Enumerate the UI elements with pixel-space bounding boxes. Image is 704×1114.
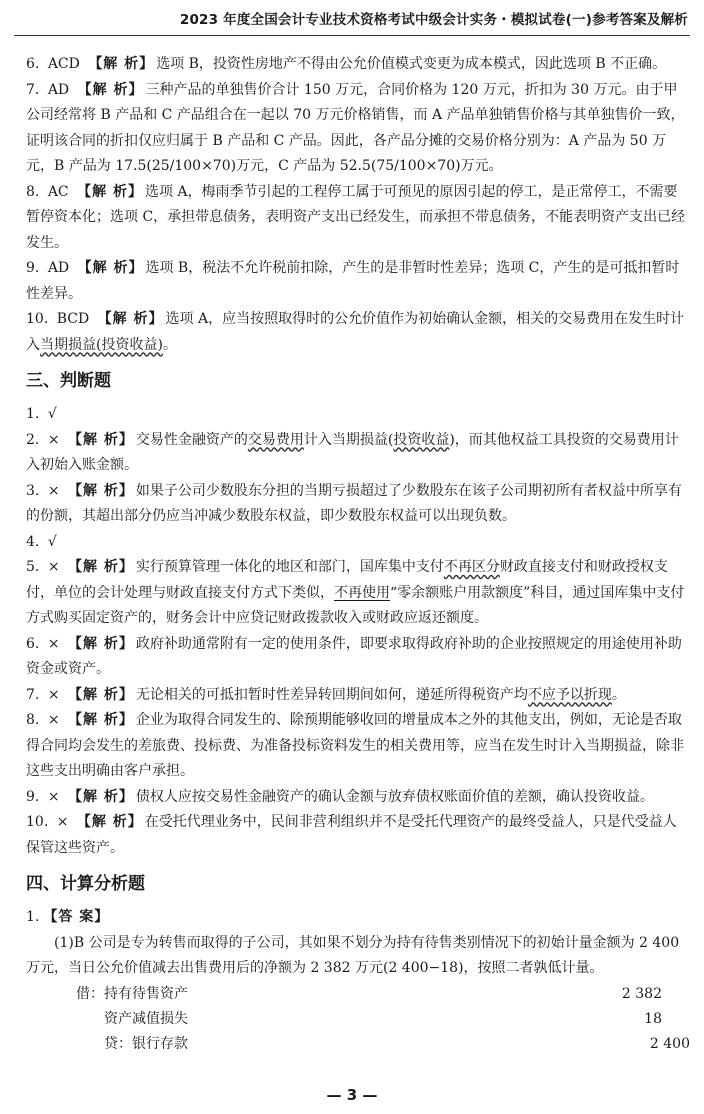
answer: ×	[56, 814, 69, 830]
answer-mark: 【答 案】	[43, 909, 110, 925]
answer: BCD	[56, 311, 90, 327]
analysis-text: 实行预算管理一体化的地区和部门，国库集中支付	[135, 559, 444, 575]
underlined-term: 交易费用	[247, 431, 304, 448]
tf-item-9	[26, 785, 688, 811]
page-header: 2023 年度全国会计专业技术资格考试中级会计实务・模拟试卷(一)参考答案及解析	[179, 12, 688, 28]
analysis-text: 选项 A，梅雨季节引起的工程停工属于可预见的原因引起的停工，是正常停工，不需要暂停资本化；选项 C，承担带息债务，表明资产支出已经发生，而承担不带息债务，不能表明资产支出已经发生。	[26, 183, 686, 251]
item-number: 9.	[26, 260, 40, 276]
answer: ACD	[47, 56, 80, 72]
analysis-text: “零余额账户用款额度”科目，通过国库集中支付方式购买固定资产的，财务会计中应贷记财政拨款收入或财政应返还额度。	[26, 584, 685, 626]
analysis-mark: 【解 析】	[97, 311, 164, 327]
answer: √	[47, 406, 57, 422]
analysis-mark: 【解 析】	[68, 559, 134, 575]
analysis-mark: 【解 析】	[68, 431, 134, 448]
analysis-text: 三种产品的单独售价合计 150 万元，合同价格为 120 万元，折扣为 30 万元。由于甲公司经常将 B 产品和 C 产品组合在一起以 70 万元价格销售，而 A 产品单独销售价格与其单独售价一致，证明该合同的折扣仅应归属于 B 产品和 C 产品。因此，各产品分摊的交易价格分别为：A 产品为 50 万元，B 产品为 17.5(25/100×70)万元，C 产品为 52.5(75/100×70)万元。	[26, 81, 685, 174]
entry-account: 资产减值损失	[104, 1010, 188, 1027]
item-number: 1.	[26, 406, 40, 422]
analysis-text: 无论相关的可抵扣暂时性差异转回期间如何，递延所得税资产均	[135, 686, 528, 703]
page-content	[26, 52, 688, 1057]
entry-account: 借：持有待售资产	[76, 985, 188, 1002]
calc-item-1	[26, 905, 688, 931]
analysis-text: 在受托代理业务中，民间非营利组织并不是受托代理资产的最终受益人，只是代受益人保管这些资产。	[26, 814, 677, 856]
item-number: 4.	[26, 533, 40, 550]
underlined-term: 不再使用	[334, 584, 390, 601]
analysis-text: 选项 A，应当按照取得时的公允价值作为初始确认金额，相关的交易费用在发生时计入	[26, 311, 685, 353]
tf-item-6	[26, 632, 688, 683]
section-title-true-false: 三、判断题	[26, 371, 111, 391]
entry-amount: 2 382	[621, 985, 662, 1002]
tf-item-4	[26, 530, 688, 556]
item-number: 3.	[26, 482, 40, 499]
entry-amount: 2 400	[649, 1035, 690, 1052]
section-title-calculation: 四、计算分析题	[26, 874, 145, 894]
analysis-text: 如果子公司少数股东分担的当期亏损超过了少数股东在该子公司期初所有者权益中所享有的份额，其超出部分仍应当冲减少数股东权益，即少数股东权益可以出现负数。	[26, 482, 682, 524]
journal-entry-credit	[26, 1032, 688, 1057]
item-number: 8.	[26, 183, 40, 200]
answer: AD	[47, 81, 70, 98]
analysis-mark: 【解 析】	[68, 686, 134, 703]
analysis-mark: 【解 析】	[68, 712, 134, 728]
analysis-mark: 【解 析】	[77, 81, 144, 98]
entry-account: 贷：银行存款	[104, 1035, 188, 1052]
analysis-text: )，而其他权益工具投资的交易费用计入初始入账金额。	[26, 431, 679, 473]
entry-amount: 18	[644, 1010, 662, 1027]
journal-entry-debit	[26, 1007, 688, 1032]
analysis-text: 计入当期损益(	[303, 431, 394, 448]
analysis-text: 政府补助通常附有一定的使用条件，即要求取得政府补助的企业按照规定的用途使用补助资金或资产。	[26, 635, 682, 677]
item-number: 9.	[26, 788, 40, 805]
answer: ×	[47, 635, 60, 652]
item-number: 8.	[26, 712, 40, 728]
analysis-text: 选项 B，投资性房地产不得由公允价值模式变更为成本模式，因此选项 B 不正确。	[156, 56, 667, 72]
answer: ×	[47, 686, 60, 703]
tf-item-10	[26, 810, 688, 861]
tf-item-3	[26, 479, 688, 530]
analysis-mark: 【解 析】	[76, 814, 143, 830]
calc-paragraph: (1)B 公司是专为转售而取得的子公司，其如果不划分为持有待售类别情况下的初始计量金额为 2 400 万元，当日公允价值减去出售费用后的净额为 2 382 万元(2 400−18)，按照二者孰低计量。	[26, 934, 680, 976]
answer: AC	[47, 183, 69, 200]
analysis-mark: 【解 析】	[68, 482, 134, 499]
answer: ×	[47, 788, 60, 805]
tf-item-7	[26, 683, 688, 709]
header-rule	[14, 35, 690, 36]
underlined-term: 不再区分	[443, 559, 500, 575]
answer: ×	[47, 431, 60, 448]
journal-entry-debit	[26, 982, 688, 1007]
item-number: 7.	[26, 81, 40, 98]
mc-item-7	[26, 78, 688, 180]
item-number: 10.	[26, 311, 49, 327]
item-number: 10.	[26, 814, 49, 830]
item-number: 1.	[26, 909, 40, 925]
item-number: 6.	[26, 635, 40, 652]
underlined-term: 投资收益	[393, 431, 450, 448]
item-number: 2.	[26, 431, 40, 448]
item-number: 7.	[26, 686, 40, 703]
answer: ×	[47, 482, 60, 499]
analysis-mark: 【解 析】	[68, 635, 134, 652]
answer: √	[47, 533, 57, 550]
tf-item-5	[26, 555, 688, 632]
page-number: — 3 —	[326, 1086, 378, 1104]
analysis-mark: 【解 析】	[88, 56, 155, 72]
mc-item-6	[26, 52, 688, 78]
underlined-term: 不应予以折现	[527, 686, 612, 703]
analysis-text: 选项 B，税法不允许税前扣除，产生的是非暂时性差异；选项 C，产生的是可抵扣暂时性差异。	[26, 260, 680, 302]
analysis-text-end: 。	[162, 336, 177, 353]
tf-item-2	[26, 428, 688, 479]
tf-item-8	[26, 708, 688, 785]
analysis-text: 。	[611, 686, 626, 703]
analysis-text: 企业为取得合同发生的、除预期能够收回的增量成本之外的其他支出，例如，无论是否取得合同均会发生的差旅费、投标费、为准备投标资料发生的相关费用等，应当在发生时计入当期损益，除非这些支出明确由客户承担。	[26, 712, 684, 779]
mc-item-10	[26, 307, 688, 358]
item-number: 6.	[26, 56, 40, 72]
analysis-mark: 【解 析】	[77, 260, 144, 276]
mc-item-9	[26, 256, 688, 307]
underlined-term: 当期损益(投资收益)	[40, 336, 163, 353]
analysis-text: 财政直接支付和财政授权支付，单位的会计处理与财政直接支付方式下类似，	[26, 559, 668, 601]
analysis-mark: 【解 析】	[68, 788, 134, 805]
analysis-text: 交易性金融资产的	[135, 431, 248, 448]
analysis-text: 债权人应按交易性金融资产的确认金额与放弃债权账面价值的差额，确认投资收益。	[135, 788, 654, 805]
answer: ×	[47, 712, 60, 728]
mc-item-8	[26, 180, 688, 257]
answer: AD	[47, 260, 70, 276]
answer: ×	[47, 559, 60, 575]
item-number: 5.	[26, 559, 40, 575]
analysis-mark: 【解 析】	[77, 183, 143, 200]
tf-item-1	[26, 402, 688, 428]
